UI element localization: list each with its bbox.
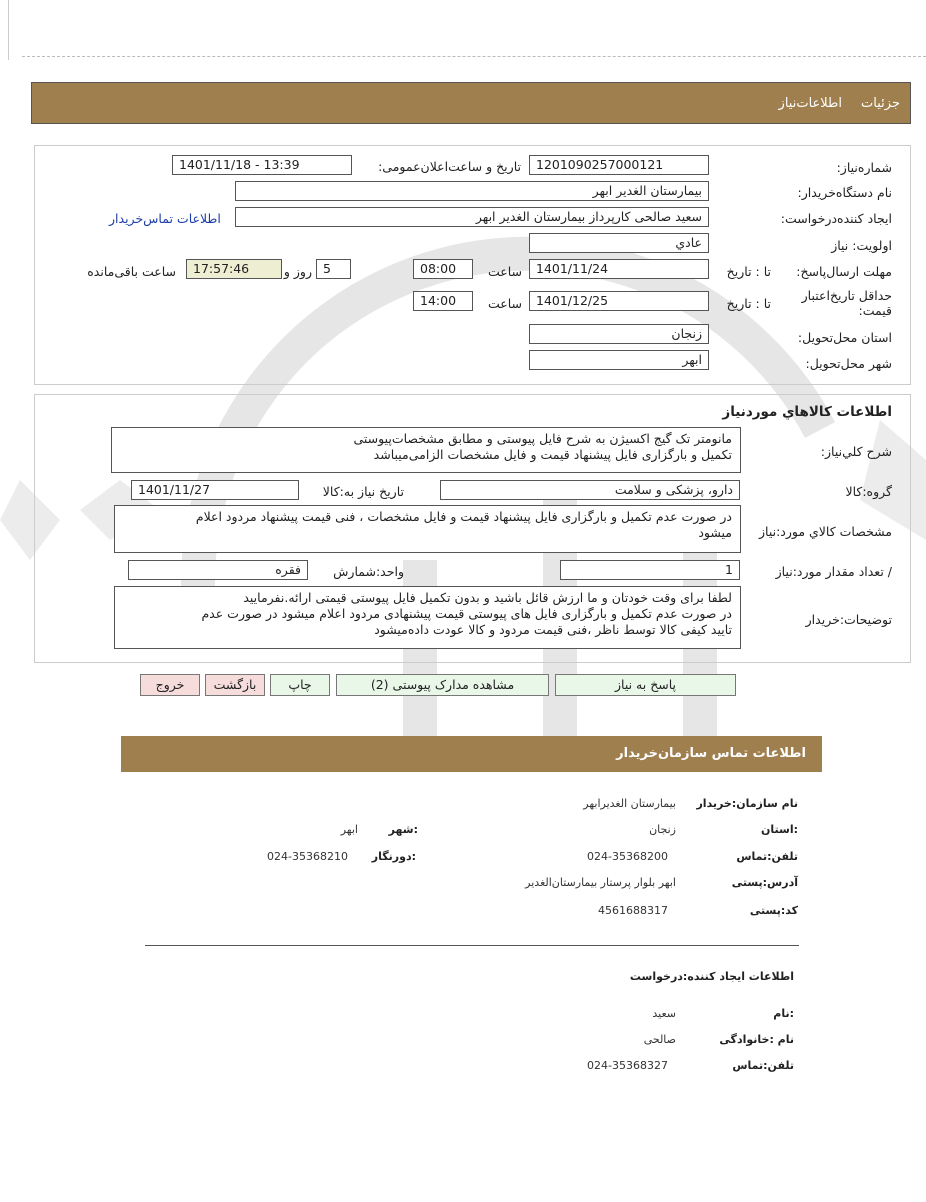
contact-phone-value: 024-35368200 (587, 850, 668, 863)
buyer-contact-header (121, 736, 822, 772)
goods-spec-label: مشخصات کالاي مورد:نياز (758, 524, 892, 539)
left-rule (8, 0, 9, 60)
validity-to-date-label: تا : تاریخ (726, 296, 771, 311)
buyer-org-label: نام دستگاه‌خریدار: (797, 185, 892, 200)
days-field: 5 (316, 259, 351, 279)
deadline-to-date-label: تا : تاریخ (726, 264, 771, 279)
exit-button[interactable]: خروج (140, 674, 200, 696)
goods-spec-line-1: در صورت عدم تکمیل و بارگزاری فایل پیشنهاد قیمت و فایل مشخصات ، فنی قیمت پیشنهاد مردود اعلام (195, 509, 732, 524)
contact-postal-label: کد:پستی (749, 904, 798, 917)
validity-label-1: حداقل تاریخ‌اعتبار (801, 288, 892, 303)
goods-group-label: گروه:کالا (845, 484, 892, 499)
deadline-time-label: ساعت (487, 264, 522, 279)
creator-info-title: اطلاعات ایجاد کننده:درخواست (629, 970, 794, 983)
buyer-contact-link[interactable]: اطلاعات تماس‌خریدار (109, 211, 221, 226)
creator-name-label: :نام (773, 1007, 794, 1020)
top-dotted-divider (22, 56, 926, 57)
goods-spec-box (114, 505, 741, 553)
creator-family-label: نام :خانوادگی (719, 1033, 794, 1046)
city-field: ابهر (529, 350, 709, 370)
creator-family-value: صالحی (643, 1033, 676, 1046)
deadline-date-field: 1401/11/24 (529, 259, 709, 279)
buyer-notes-line-1: لطفا برای وقت خودتان و ما ارزش قائل باشید و بدون تکمیل فایل پیوستی قیمتی ارائه.نفرمایید (243, 590, 732, 605)
contact-org-value: بیمارستان الغدیرابهر (583, 797, 676, 810)
deadline-label: مهلت ارسال‌پاسخ: (796, 264, 892, 279)
unit-label: واحد:شمارش (333, 564, 404, 579)
creator-phone-label: تلفن:تماس (732, 1059, 794, 1072)
qty-field: 1 (560, 560, 740, 580)
contact-org-label: نام سازمان:خریدار (696, 797, 798, 810)
contact-address-label: آدرس:پستی (731, 876, 798, 889)
details-tab[interactable]: جزئیات (861, 96, 900, 111)
priority-label: اولویت: نیاز (831, 238, 892, 253)
contact-province-value: زنجان (649, 823, 676, 836)
validity-time-label: ساعت (487, 296, 522, 311)
unit-field: فقره (128, 560, 308, 580)
goods-spec-line-2: میشود (698, 525, 732, 540)
contact-province-label: :استان (761, 823, 798, 836)
validity-date-field: 1401/12/25 (529, 291, 709, 311)
need-info-tab[interactable]: اطلاعات‌نیاز (778, 96, 842, 111)
buyer-notes-box (114, 586, 741, 649)
days-label: روز و (283, 264, 312, 279)
remaining-label: ساعت باقی‌مانده (87, 264, 176, 279)
creator-field: سعید صالحی کارپرداز بیمارستان الغدیر ابهر (235, 207, 709, 227)
back-button[interactable]: بازگشت (205, 674, 265, 696)
goods-desc-label: شرح کلي‌نياز: (820, 444, 892, 459)
validity-label-2: قیمت: (858, 303, 892, 318)
page-header (31, 82, 911, 124)
buyer-notes-line-2: در صورت عدم تکمیل و بارگزاری فایل های پیوستی قیمت پیشنهادی مردود اعلام میشود در صورت عدم (201, 606, 732, 621)
city-label: شهر محل‌تحویل: (805, 356, 892, 371)
need-date-label: تاریخ نیاز به:کالا (322, 484, 404, 499)
creator-phone-value: 024-35368327 (587, 1059, 668, 1072)
goods-section-title: اطلاعات کالاهاي موردنياز (722, 404, 892, 420)
contact-fax-label: :دورنگار (371, 850, 416, 863)
buyer-org-field: بیمارستان الغدیر ابهر (235, 181, 709, 201)
creator-label: ایجاد کننده‌درخواست: (780, 211, 892, 226)
province-label: استان محل‌تحویل: (797, 330, 892, 345)
priority-field: عادي (529, 233, 709, 253)
contact-address-value: ابهر بلوار پرستار بیمارستان‌الغدیر (525, 876, 676, 889)
attachments-button[interactable]: مشاهده مدارک پیوستی (2) (336, 674, 549, 696)
goods-desc-line-2: تکمیل و بارگزاری فایل پیشنهاد قیمت و فایل مشخصات الزامی‌میباشد (373, 447, 732, 462)
goods-group-field: دارو، پزشکی و سلامت (440, 480, 740, 500)
goods-desc-line-1: مانومتر تک گیج اکسیژن به شرح فایل پیوستی و مطابق مشخصات‌پیوستی (353, 431, 732, 446)
deadline-time-field: 08:00 (413, 259, 473, 279)
province-field: زنجان (529, 324, 709, 344)
contact-postal-value: 4561688317 (598, 904, 668, 917)
validity-time-field: 14:00 (413, 291, 473, 311)
need-date-field: 1401/11/27 (131, 480, 299, 500)
need-number-field: 1201090257000121 (529, 155, 709, 175)
contact-city-value: ابهر (340, 823, 358, 836)
qty-label: / تعداد مقدار مورد:نیاز (775, 564, 892, 579)
goods-desc-box (111, 427, 741, 473)
contact-fax-value: 024-35368210 (267, 850, 348, 863)
announce-field: 1401/11/18 - 13:39 (172, 155, 352, 175)
contact-phone-label: تلفن:تماس (736, 850, 798, 863)
print-button[interactable]: چاپ (270, 674, 330, 696)
creator-name-value: سعید (652, 1007, 676, 1020)
buyer-notes-label: توضیحات:خریدار (805, 612, 892, 627)
contact-city-label: :شهر (388, 823, 418, 836)
need-number-label: شماره‌نیاز: (836, 160, 892, 175)
buyer-contact-title: اطلاعات تماس سازمان‌خریدار (616, 746, 806, 761)
buyer-notes-line-3: تایید کیفی کالا توسط ناظر ،فنی قیمت مردود و کالا عودت داده‌میشود (374, 622, 732, 637)
remaining-time-field: 17:57:46 (186, 259, 282, 279)
announce-label: تاریخ و ساعت‌اعلان‌عمومی: (378, 159, 521, 174)
reply-button[interactable]: پاسخ به نیاز (555, 674, 736, 696)
contact-divider (145, 945, 799, 946)
